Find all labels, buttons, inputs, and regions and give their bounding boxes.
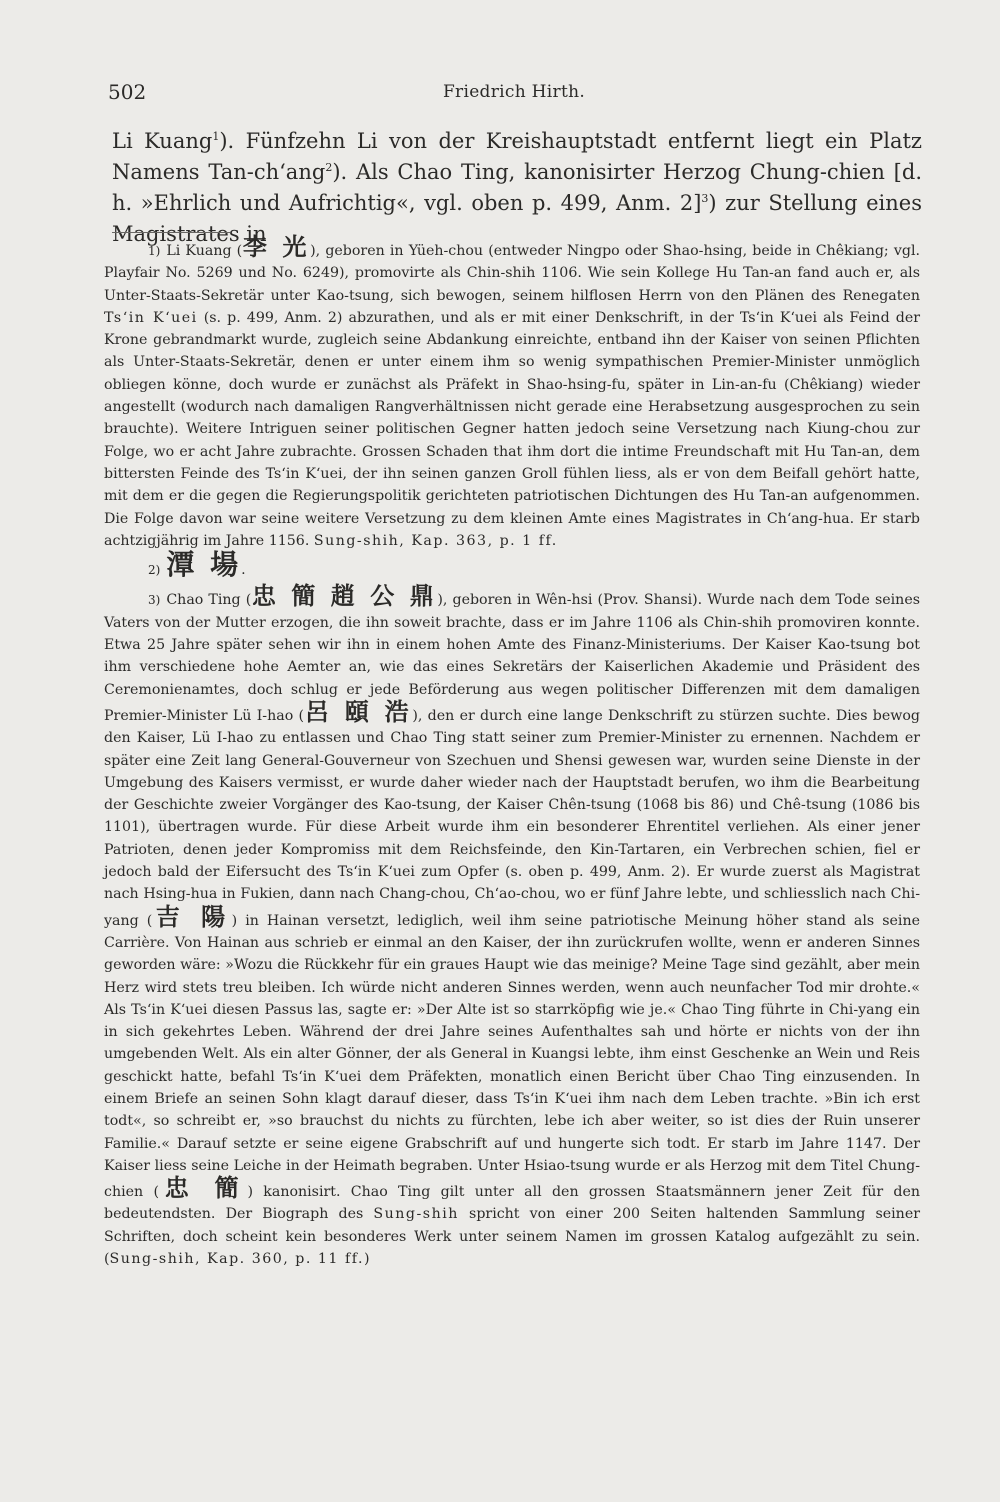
- chinese-characters: 忠 簡: [158, 1173, 248, 1203]
- main-paragraph: Li Kuang$^1$). Fünfzehn Li von der Kreishauptstadt entfernt liegt ein Platz Namens Tan-ch‘ang$^2$). Als Chao Ting, kanonisirter Herzog Chung-chien [d. h. »Ehrlich und Aufrichtig«, vgl. oben p. 499, Anm. 2]$^3$) zur Stellung eines Magistrates in: [112, 129, 922, 246]
- chinese-characters: 潭 場: [166, 548, 242, 582]
- chinese-characters: 吉 陽: [152, 901, 232, 931]
- main-text: [112, 126, 922, 250]
- footnote-ref-1[interactable]: 1: [212, 130, 220, 143]
- footnote-1: 1) Li Kuang (李 光), geboren in Yüeh-chou (entweder Ningpo oder Shao-hsing, beide in Chêkiang; vgl. Playfair No. 5269 und No. 6249), promovirte als Chin-shih 1106. Wie sein Kollege Hu Tan-an fand auch er, als Unter-Staats-Sekretär unter Kao-tsung, sich bewogen, seinem hilflosen Herrn von den Plänen des Renegaten Ts‘in K‘uei (s. p. 499, Anm. 2) abzurathen, und als er mit einer Denkschrift, in der Ts‘in K‘uei als Feind der Krone gebrandmarkt wurde, zugleich seine Abdankung einreichte, entband ihn der Kaiser von seinen Pflichten als Unter-Staats-Sekretär, denen er unter einem ihm so wenig sympathischen Premier-Minister unmöglich obliegen könne, doch wurde er zunächst als Präfekt in Shao-hsing-fu, später in Lin-an-fu (Chêkiang) wieder angestellt (wodurch nach damaligen Rangverhältnissen nicht gerade eine Herabsetzung ausgesprochen zu sein brauchte). Weitere Intriguen seiner politischen Gegner hatten jedoch seine Versetzung nach Kiung-chou zur Folge, wo er acht Jahre zubrachte. Grossen Schaden that ihm dort die intime Freundschaft mit Hu Tan-an, dem bittersten Feinde des Ts‘in K‘uei, der ihn seinen ganzen Groll fühlen liess, als er von dem Beifall gehört hatte, mit dem er die gegen die Regierungspolitik gerichteten patriotischen Dichtungen des Hu Tan-an aufgenommen. Die Folge davon war seine weitere Versetzung zu dem kleinen Amte eines Magistrates in Ch‘ang-hua. Er starb achtzigjährig im Jahre 1156. Sung-shih, Kap. 363, p. 1 ff.: [104, 232, 920, 549]
- footnote-1-mark: 1): [148, 244, 161, 258]
- footnote-ref-3[interactable]: 3: [701, 192, 709, 205]
- chinese-characters: 呂 頤 浩: [304, 696, 413, 726]
- running-title: Friedrich Hirth.: [442, 82, 586, 102]
- chinese-characters: 李 光: [242, 232, 311, 261]
- chinese-characters: 忠 簡 趙 公 鼎: [251, 581, 438, 611]
- running-header: [108, 80, 920, 110]
- source-citation: Sung-shih, Kap. 360, p. 11 ff.: [109, 1251, 364, 1268]
- page-number: 502: [108, 80, 147, 104]
- footnote-2-mark: 2): [148, 563, 161, 578]
- footnotes: [104, 232, 921, 1270]
- footnote-separator: [112, 232, 230, 233]
- footnote-3-mark: 3): [148, 593, 161, 608]
- source-citation: Sung-shih, Kap. 363, p. 1 ff.: [313, 532, 558, 549]
- footnote-2: 2) 潭 場.: [148, 548, 246, 582]
- footnote-ref-2[interactable]: 2: [325, 161, 333, 174]
- footnote-3: 3) Chao Ting (忠 簡 趙 公 鼎), geboren in Wên-hsi (Prov. Shansi). Wurde nach dem Tode seines Vaters von der Mutter erzogen, die ihn soweit brachte, dass er im Jahre 1106 als Chin-shih promoviren konnte. Etwa 25 Jahre später sehen wir ihn in einem hohen Amte des Finanz-Ministeriums. Der Kaiser Kao-tsung bot ihm verschiedene hohe Aemter an, wie das eines Sekretärs der Kaiserlichen Akademie und Präsident des Ceremonienamtes, doch schlug er jede Beförderung aus wegen politischer Differenzen mit dem damaligen Premier-Minister Lü I-hao (呂 頤 浩), den er durch eine lange Denkschrift zu stürzen suchte. Dies bewog den Kaiser, Lü I-hao zu entlassen und Chao Ting statt seiner zum Premier-Minister zu ernennen. Nachdem er später eine Zeit lang General-Gouverneur von Szechuen und Shensi gewesen war, wurden seine Dienste in der Umgebung des Kaisers vermisst, er wurde daher wieder nach der Hauptstadt berufen, wo ihm die Bearbeitung der Geschichte zweier Vorgänger des Kao-tsung, der Kaiser Chên-tsung (1068 bis 86) und Chê-tsung (1086 bis 1101), übertragen wurde. Für diese Arbeit wurde ihm ein besonderer Ehrentitel verliehen. Als einer jener Patrioten, denen jeder Kompromiss mit dem Reichsfeinde, den Kin-Tartaren, ein Verbrechen schien, fiel er jedoch bald der Eifersucht des Ts‘in K‘uei zum Opfer (s. oben p. 499, Anm. 2). Er wurde zuerst als Magistrat nach Hsing-hua in Fukien, dann nach Chang-chou, Ch‘ao-chou, wo er fünf Jahre lebte, und schliesslich nach Chi-yang (吉 陽) in Hainan versetzt, lediglich, weil ihm seine patriotische Meinung höher stand als seine Carrière. Von Hainan aus schrieb er einmal an den Kaiser, der ihn zurückrufen wollte, wenn er anderen Sinnes geworden wäre: »Wozu die Rückkehr für ein graues Haupt wie das meinige? Meine Tage sind gezählt, aber mein Herz wird stets treu bleiben. Ich würde nicht anderen Sinnes werden, wenn auch neunfacher Tod mir drohte.« Als Ts‘in K‘uei diesen Passus las, sagte er: »Der Alte ist so starrköpfig wie je.« Chao Ting führte in Chi-yang ein in sich gekehrtes Leben. Während der drei Jahre seines Aufenthaltes sah und hörte er nichts von der ihn umgebenden Welt. Als ein alter Gönner, der als General in Kuangsi lebte, ihm einst Geschenke an Wein und Reis geschickt hatte, befahl Ts‘in K‘uei dem Präfekten, monatlich einen Bericht über Chao Ting einzusenden. In einem Briefe an seinen Sohn klagt darauf dieser, dass Ts‘in K‘uei ihm nach dem Leben trachte. »Bin ich erst todt«, so schreibt er, »so brauchst du nichts zu fürchten, lebe ich aber weiter, so ist dies der Ruin unserer Familie.« Darauf setzte er seine eigene Grabschrift auf und hungerte sich todt. Er starb im Jahre 1147. Der Kaiser liess seine Leiche in der Heimath begraben. Unter Hsiao-tsung wurde er als Herzog mit dem Titel Chung-chien (忠 簡) kanonisirt. Chao Ting gilt unter all den grossen Staatsmännern jener Zeit für den bedeutendsten. Der Biograph des Sung-shih spricht von einer 200 Seiten haltenden Sammlung seiner Schriften, doch scheint kein besonderes Werk unter seinem Namen im grossen Katalog aufgezählt zu sein. (Sung-shih, Kap. 360, p. 11 ff.): [104, 581, 921, 1268]
